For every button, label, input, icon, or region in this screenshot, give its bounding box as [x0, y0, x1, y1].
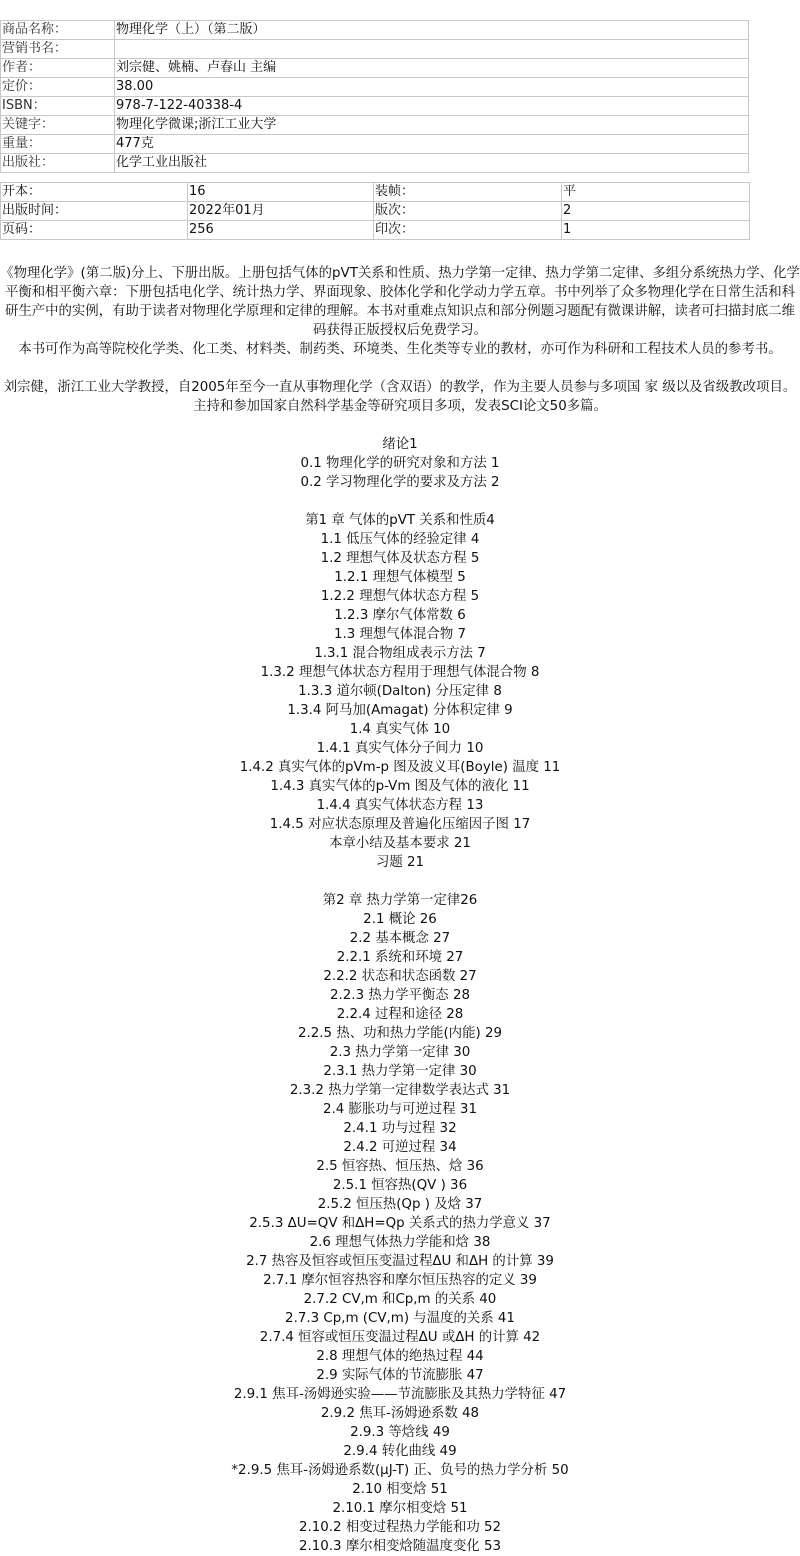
toc-entry: 2.2.3 热力学平衡态 28 [330, 988, 470, 1003]
toc-entry: 2.9.2 焦耳-汤姆逊系数 48 [320, 1406, 480, 1421]
info-row [1, 183, 750, 202]
info-value: 256 [188, 221, 374, 240]
publication-info-body [1, 183, 750, 240]
toc-entry: 2.7.2 CV,m 和Cp,m 的关系 40 [303, 1292, 497, 1307]
info-value: 1 [562, 221, 750, 240]
toc-entry: 2.3.2 热力学第一定律数学表达式 31 [289, 1083, 511, 1098]
toc-entry: 2.2.4 过程和途径 28 [336, 1007, 464, 1022]
toc-entry: 2.2.2 状态和状态函数 27 [323, 969, 477, 984]
toc-entry: 1.4.1 真实气体分子间力 10 [316, 741, 484, 756]
toc-entry: 2.10.1 摩尔相变焓 51 [332, 1501, 468, 1516]
toc-entry: 2.7 热容及恒容或恒压变温过程ΔU 和ΔH 的计算 39 [246, 1254, 554, 1269]
toc-entry: 2.5.1 恒容热(QV ) 36 [332, 1178, 468, 1193]
info-row [1, 116, 749, 135]
info-label: 页码： [1, 221, 188, 240]
toc-entry: 0.2 学习物理化学的要求及方法 2 [300, 475, 500, 490]
toc-entry: 2.9.4 转化曲线 49 [343, 1444, 457, 1459]
toc-entry: 习题 21 [375, 855, 425, 870]
toc-entry: 1.3.2 理想气体状态方程用于理想气体混合物 8 [260, 665, 540, 680]
book-audience: 本书可作为高等院校化学类、化工类、材料类、制药类、环境类、生化类等专业的教材，亦可作为科研和工程技术人员的参考书。 [18, 342, 782, 357]
info-label: ISBN： [1, 97, 115, 116]
toc-entry: 2.9.3 等焓线 49 [350, 1425, 450, 1440]
toc-entry: 2.3 热力学第一定律 30 [329, 1045, 471, 1060]
toc-entry: 第1 章 气体的pVT 关系和性质4 [305, 513, 495, 528]
info-label: 印次： [374, 221, 562, 240]
info-row [1, 59, 749, 78]
info-row [1, 202, 750, 221]
toc-entry: 2.7.1 摩尔恒容热容和摩尔恒压热容的定义 39 [263, 1273, 537, 1288]
info-label: 营销书名： [1, 40, 115, 59]
product-info-table [0, 20, 749, 173]
info-label: 装帧： [374, 183, 562, 202]
toc-entry: 2.9 实际气体的节流膨胀 47 [316, 1368, 484, 1383]
info-value: 2022年01月 [188, 202, 374, 221]
toc-entry: 1.4.3 真实气体的p-Vm 图及气体的液化 11 [270, 779, 530, 794]
toc-entry: 本章小结及基本要求 21 [329, 836, 471, 851]
info-value: 物理化学（上）（第二版） [115, 21, 749, 40]
info-value: 刘宗健、姚楠、卢春山 主编 [115, 59, 749, 78]
toc-entry: 1.3.3 道尔顿(Dalton) 分压定律 8 [298, 684, 502, 699]
book-description: 《物理化学》(第二版)分上、下册出版。上册包括气体的pVT关系和性质、热力学第一定律、热力学第二定律、多组分系统热力学、化学平衡和相平衡六章：下册包括电化学、统计热力学、界面现象、胶体化学和化学动力学五章。书中列举了众多物理化学在日常生活和科研生产中的实例，有助于读者对物理化学原理和定律的理解。本书对重难点知识点和部分例题习题配有微课讲解，读者可扫描封底二维码获得正版授权后免费学习。 [0, 266, 800, 338]
toc-entry: 1.4.5 对应状态原理及普遍化压缩因子图 17 [269, 817, 531, 832]
info-label: 出版社： [1, 154, 115, 173]
toc-entry: 2.10.3 摩尔相变焓随温度变化 53 [298, 1539, 502, 1554]
info-row [1, 221, 750, 240]
toc-entry: 2.2 基本概念 27 [349, 931, 451, 946]
toc-entry: 2.5 恒容热、恒压热、焓 36 [316, 1159, 484, 1174]
toc-entry: 2.10 相变焓 51 [352, 1482, 448, 1497]
toc-entry: 1.2.1 理想气体模型 5 [334, 570, 466, 585]
info-value: 平 [562, 183, 750, 202]
info-row [1, 154, 749, 173]
toc-entry: 第2 章 热力学第一定律26 [322, 893, 478, 908]
toc-entry: 绪论1 [382, 437, 418, 452]
toc-entry: 1.3.4 阿马加(Amagat) 分体积定律 9 [287, 703, 513, 718]
toc-entry: 1.4 真实气体 10 [349, 722, 451, 737]
toc-entry: 2.9.1 焦耳-汤姆逊实验——节流膨胀及其热力学特征 47 [233, 1387, 567, 1402]
info-value: 38.00 [115, 78, 749, 97]
toc-entry: 2.2.5 热、功和热力学能(内能) 29 [298, 1026, 502, 1041]
info-label: 版次： [374, 202, 562, 221]
toc-entry: 2.1 概论 26 [363, 912, 437, 927]
toc-entry: *2.9.5 焦耳-汤姆逊系数(μJ-T) 正、负号的热力学分析 50 [231, 1463, 569, 1478]
info-row [1, 135, 749, 154]
info-label: 作者： [1, 59, 115, 78]
toc-entry: 1.2.3 摩尔气体常数 6 [334, 608, 466, 623]
product-info-body [1, 21, 749, 173]
toc-entry: 2.7.3 Cp,m (CV,m) 与温度的关系 41 [285, 1311, 515, 1326]
toc-entry: 2.5.2 恒压热(Qp ) 及焓 37 [317, 1197, 483, 1212]
toc-entry: 1.4.2 真实气体的pVm-p 图及波义耳(Boyle) 温度 11 [239, 760, 561, 775]
info-row [1, 21, 749, 40]
toc-entry: 2.4.2 可逆过程 34 [343, 1140, 457, 1155]
info-label: 重量： [1, 135, 115, 154]
toc-entry: 2.7.4 恒容或恒压变温过程ΔU 或ΔH 的计算 42 [259, 1330, 541, 1345]
info-label: 出版时间： [1, 202, 188, 221]
info-label: 开本： [1, 183, 188, 202]
table-of-contents [0, 435, 800, 1556]
toc-entry: 1.3.1 混合物组成表示方法 7 [314, 646, 486, 661]
info-value: 2 [562, 202, 750, 221]
toc-entry: 2.10.2 相变过程热力学能和功 52 [298, 1520, 502, 1535]
toc-entry: 2.8 理想气体的绝热过程 44 [316, 1349, 484, 1364]
toc-entry: 1.2.2 理想气体状态方程 5 [320, 589, 480, 604]
info-value: 化学工业出版社 [115, 154, 749, 173]
toc-entry: 2.5.3 ΔU=QV 和ΔH=Qp 关系式的热力学意义 37 [249, 1216, 551, 1231]
info-row [1, 40, 749, 59]
info-label: 关键字： [1, 116, 115, 135]
author-intro: 刘宗健，浙江工业大学教授，自2005年至今一直从事物理化学（含双语）的教学，作为主要人员参与多项国 家 级以及省级教改项目。主持和参加国家自然科学基金等研究项目多项，发表SCI论文50多篇。 [3, 380, 797, 414]
toc-entry: 1.1 低压气体的经验定律 4 [320, 532, 480, 547]
toc-entry: 1.2 理想气体及状态方程 5 [320, 551, 480, 566]
toc-entry: 2.4.1 功与过程 32 [343, 1121, 457, 1136]
toc-entry: 2.2.1 系统和环境 27 [336, 950, 464, 965]
info-value: 物理化学微课;浙江工业大学 [115, 116, 749, 135]
info-value: 978-7-122-40338-4 [115, 97, 749, 116]
info-row [1, 97, 749, 116]
info-label: 商品名称： [1, 21, 115, 40]
info-value: 16 [188, 183, 374, 202]
info-value [115, 40, 749, 59]
info-value: 477克 [115, 135, 749, 154]
toc-entry: 2.4 膨胀功与可逆过程 31 [323, 1102, 477, 1117]
publication-info-table [0, 182, 750, 240]
toc-entry: 2.6 理想气体热力学能和焓 38 [309, 1235, 491, 1250]
info-row [1, 78, 749, 97]
toc-spacer [0, 872, 800, 891]
toc-entry: 1.4.4 真实气体状态方程 13 [316, 798, 484, 813]
toc-entry: 1.3 理想气体混合物 7 [333, 627, 467, 642]
toc-entry: 0.1 物理化学的研究对象和方法 1 [300, 456, 500, 471]
toc-entry: 2.3.1 热力学第一定律 30 [323, 1064, 477, 1079]
toc-spacer [0, 492, 800, 511]
info-label: 定价： [1, 78, 115, 97]
